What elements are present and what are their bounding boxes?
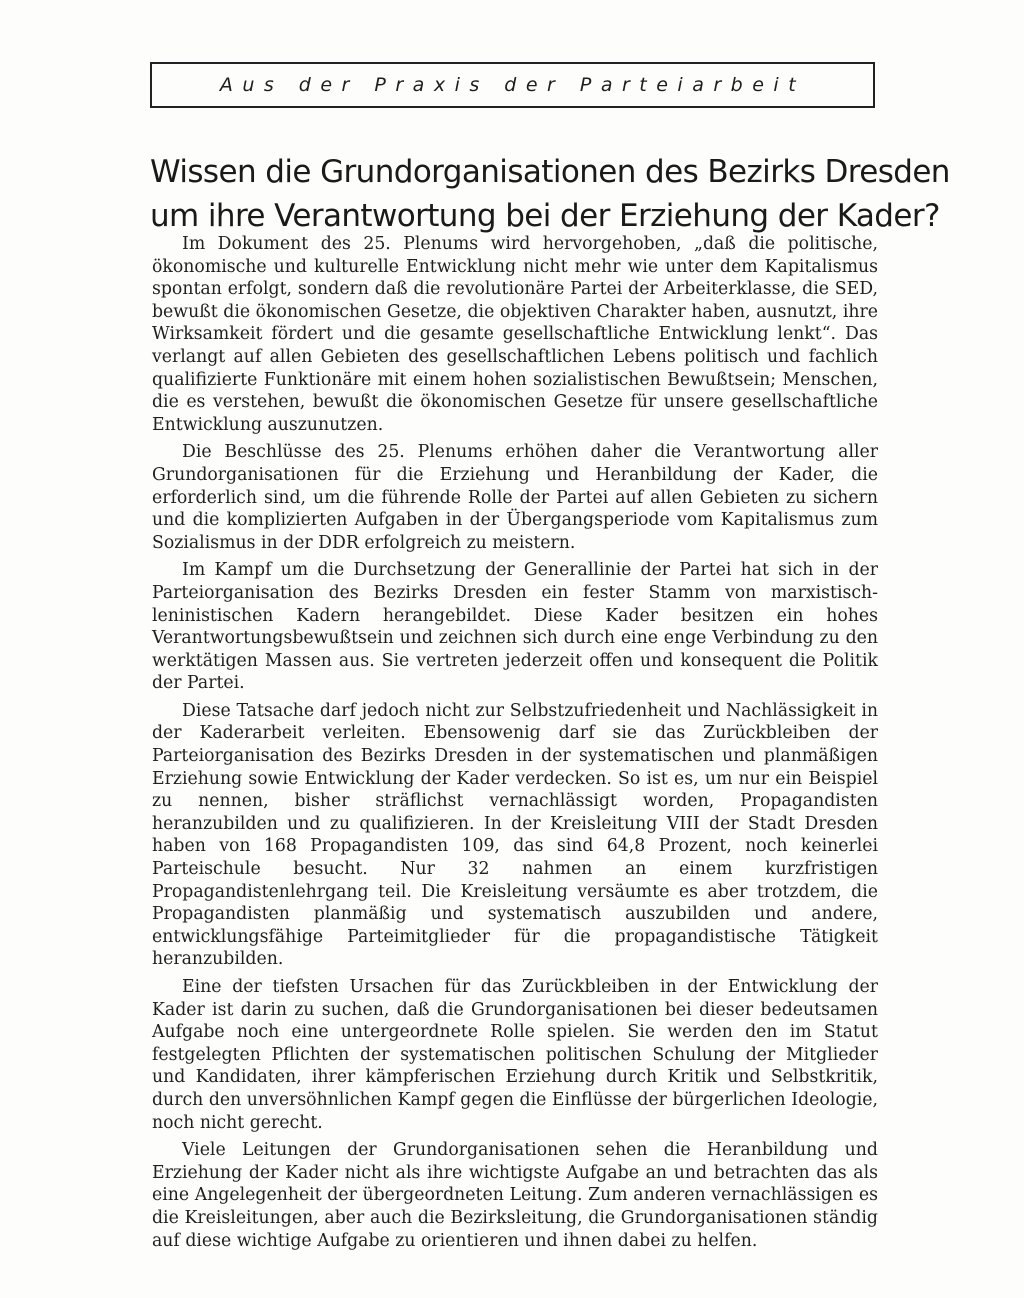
headline-line-2: um ihre Verantwortung bei der Erziehung der Kader? (150, 198, 940, 234)
paragraph-5: Eine der tiefsten Ursachen für das Zurückbleiben in der Entwicklung der Kader ist darin zu suchen, daß die Grundorganisationen bei dieser bedeutsamen Aufgabe noch eine untergeordnete Rolle spielen. Sie werden den im Statut festgelegten Pflichten der systematischen politischen Schulung der Mitglieder und Kandidaten, ihrer kämpferischen Erziehung durch Kritik und Selbstkritik, durch den unversöhnlichen Kampf gegen die Einflüsse der bürgerlichen Ideologie, noch nicht gerecht. (152, 977, 878, 1133)
section-header-label: Aus der Praxis der Parteiarbeit (219, 74, 806, 96)
article-body (152, 233, 878, 1257)
headline-line-1: Wissen die Grundorganisationen des Bezirks Dresden (150, 154, 950, 190)
article-headline (150, 150, 950, 238)
section-header-box (150, 62, 875, 108)
paragraph-3: Im Kampf um die Durchsetzung der Generallinie der Partei hat sich in der Parteiorganisation des Bezirks Dresden ein fester Stamm von marxistisch-leninistischen Kadern herangebildet. Diese Kader besitzen ein hohes Verantwortungsbewußtsein und zeichnen sich durch eine enge Verbindung zu den werktätigen Massen aus. Sie vertreten jederzeit offen und konsequent die Politik der Partei. (152, 560, 878, 694)
paragraph-1: Im Dokument des 25. Plenums wird hervorgehoben, „daß die politische, ökonomische und kulturelle Entwicklung nicht mehr wie unter dem Kapitalismus spontan erfolgt, sondern daß die revolutionäre Partei der Arbeiterklasse, die SED, bewußt die ökonomischen Gesetze, die objektiven Charakter haben, ausnutzt, ihre Wirksamkeit fördert und die gesamte gesellschaftliche Entwicklung lenkt“. Das verlangt auf allen Gebieten des gesellschaftlichen Lebens politisch und fachlich qualifizierte Funktionäre mit einem hohen sozialistischen Bewußtsein; Menschen, die es verstehen, bewußt die ökonomischen Gesetze für unsere gesellschaftliche Entwicklung auszunutzen. (152, 234, 878, 435)
paragraph-2: Die Beschlüsse des 25. Plenums erhöhen daher die Verantwortung aller Grundorganisationen für die Erziehung und Heranbildung der Kader, die erforderlich sind, um die führende Rolle der Partei auf allen Gebieten zu sichern und die komplizierten Aufgaben in der Übergangsperiode vom Kapitalismus zum Sozialismus in der DDR erfolgreich zu meistern. (152, 442, 878, 553)
paragraph-6: Viele Leitungen der Grundorganisationen sehen die Heranbildung und Erziehung der Kader nicht als ihre wichtigste Aufgabe an und betrachten das als eine Angelegenheit der übergeordneten Leitung. Zum anderen vernachlässigen es die Kreisleitungen, aber auch die Bezirksleitung, die Grundorganisationen ständig auf diese wichtige Aufgabe zu orientieren und ihnen dabei zu helfen. (152, 1140, 878, 1251)
paragraph-4: Diese Tatsache darf jedoch nicht zur Selbstzufriedenheit und Nachlässigkeit in der Kaderarbeit verleiten. Ebensowenig darf sie das Zurückbleiben der Parteiorganisation des Bezirks Dresden in der systematischen und planmäßigen Erziehung sowie Entwicklung der Kader verdecken. So ist es, um nur ein Beispiel zu nennen, bisher sträflichst vernachlässigt worden, Propagandisten heranzubilden und zu qualifizieren. In der Kreisleitung VIII der Stadt Dresden haben von 168 Propagandisten 109, das sind 64,8 Prozent, noch keinerlei Parteischule besucht. Nur 32 nahmen an einem kurzfristigen Propagandistenlehrgang teil. Die Kreisleitung versäumte es aber trotzdem, die Propagandisten planmäßig und systematisch auszubilden und andere, entwicklungsfähige Parteimitglieder für die propagandistische Tätigkeit heranzubilden. (152, 700, 878, 970)
